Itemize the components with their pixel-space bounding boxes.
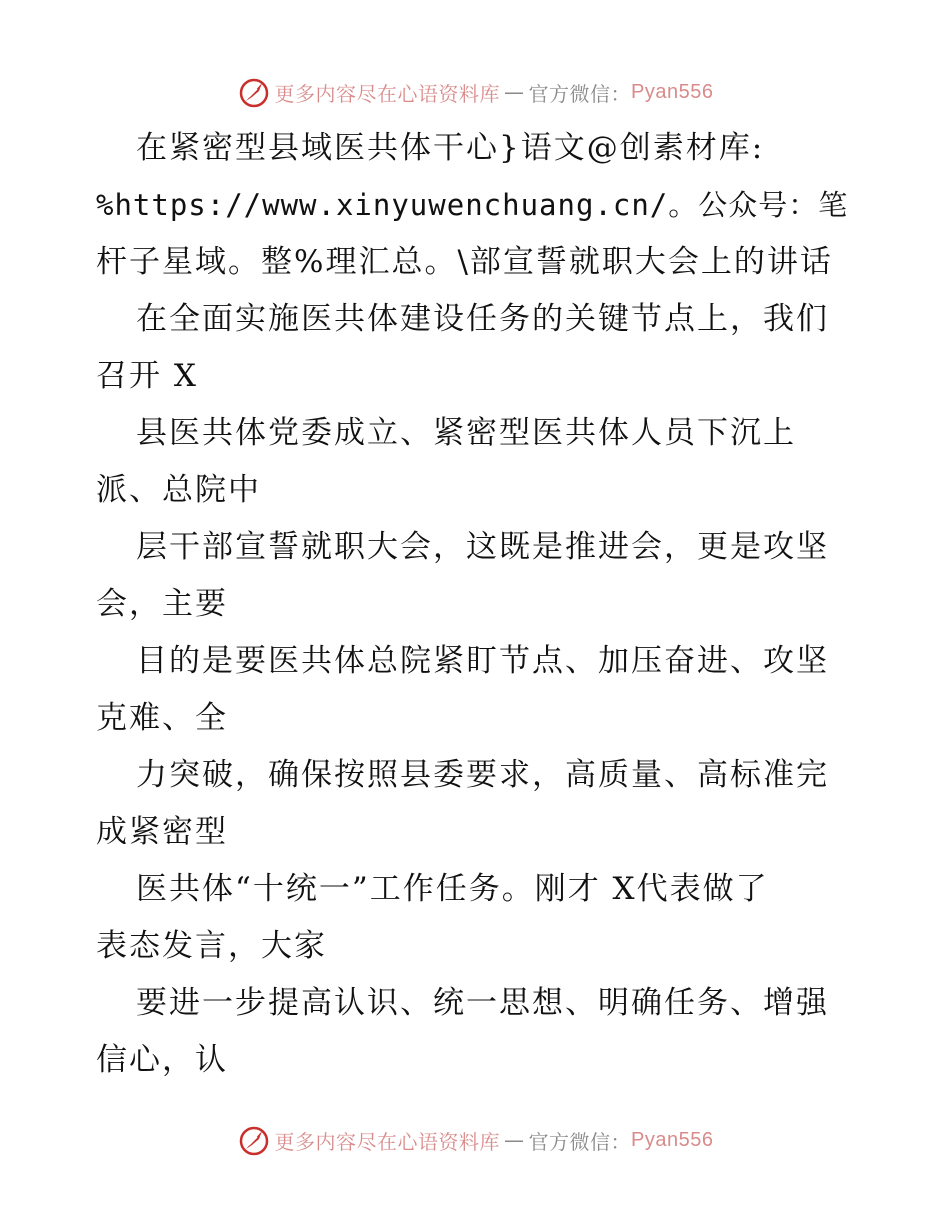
body-line: 在全面实施医共体建设任务的关键节点上，我们 bbox=[136, 301, 829, 337]
body-line: 表态发言，大家 bbox=[96, 928, 327, 964]
body-line: %https://www.xinyuwenchuang.cn/。公众号：笔 bbox=[96, 188, 849, 222]
watermark-id: Pyan556 bbox=[631, 80, 714, 103]
body-line: 克难、全 bbox=[96, 700, 228, 736]
footer-watermark bbox=[0, 1120, 950, 1160]
watermark-dash: — bbox=[504, 80, 525, 104]
watermark-text: 更多内容尽在心语资料库 bbox=[274, 81, 501, 106]
header-watermark bbox=[0, 72, 950, 112]
body-line: 会，主要 bbox=[96, 586, 228, 622]
body-line: 召开 X bbox=[96, 358, 198, 394]
body-line: 在紧密型县域医共体干心}语文@创素材库: bbox=[136, 130, 765, 166]
watermark-label: 官方微信： bbox=[528, 81, 632, 106]
watermark-id: Pyan556 bbox=[631, 1128, 714, 1151]
feather-logo-icon bbox=[237, 75, 271, 109]
body-line: 层干部宣誓就职大会，这既是推进会，更是攻坚 bbox=[136, 529, 829, 565]
watermark-dash: — bbox=[504, 1128, 525, 1152]
document-body bbox=[96, 120, 856, 1089]
feather-logo-icon bbox=[237, 1123, 271, 1157]
body-line: 派、总院中 bbox=[96, 472, 261, 508]
body-line: 成紧密型 bbox=[96, 814, 228, 850]
body-line: 医共体“十统一”工作任务。刚才 X代表做了 bbox=[136, 871, 769, 907]
watermark-text: 更多内容尽在心语资料库 bbox=[274, 1129, 501, 1154]
body-line: 目的是要医共体总院紧盯节点、加压奋进、攻坚 bbox=[136, 643, 829, 679]
body-line: 要进一步提高认识、统一思想、明确任务、增强 bbox=[136, 985, 829, 1021]
body-line: 县医共体党委成立、紧密型医共体人员下沉上 bbox=[136, 415, 796, 451]
watermark-label: 官方微信： bbox=[528, 1129, 632, 1154]
body-line: 力突破，确保按照县委要求，高质量、高标准完 bbox=[136, 757, 829, 793]
body-line: 信心，认 bbox=[96, 1042, 228, 1078]
body-line: 杆子星域。整%理汇总。\部宣誓就职大会上的讲话 bbox=[96, 244, 833, 280]
